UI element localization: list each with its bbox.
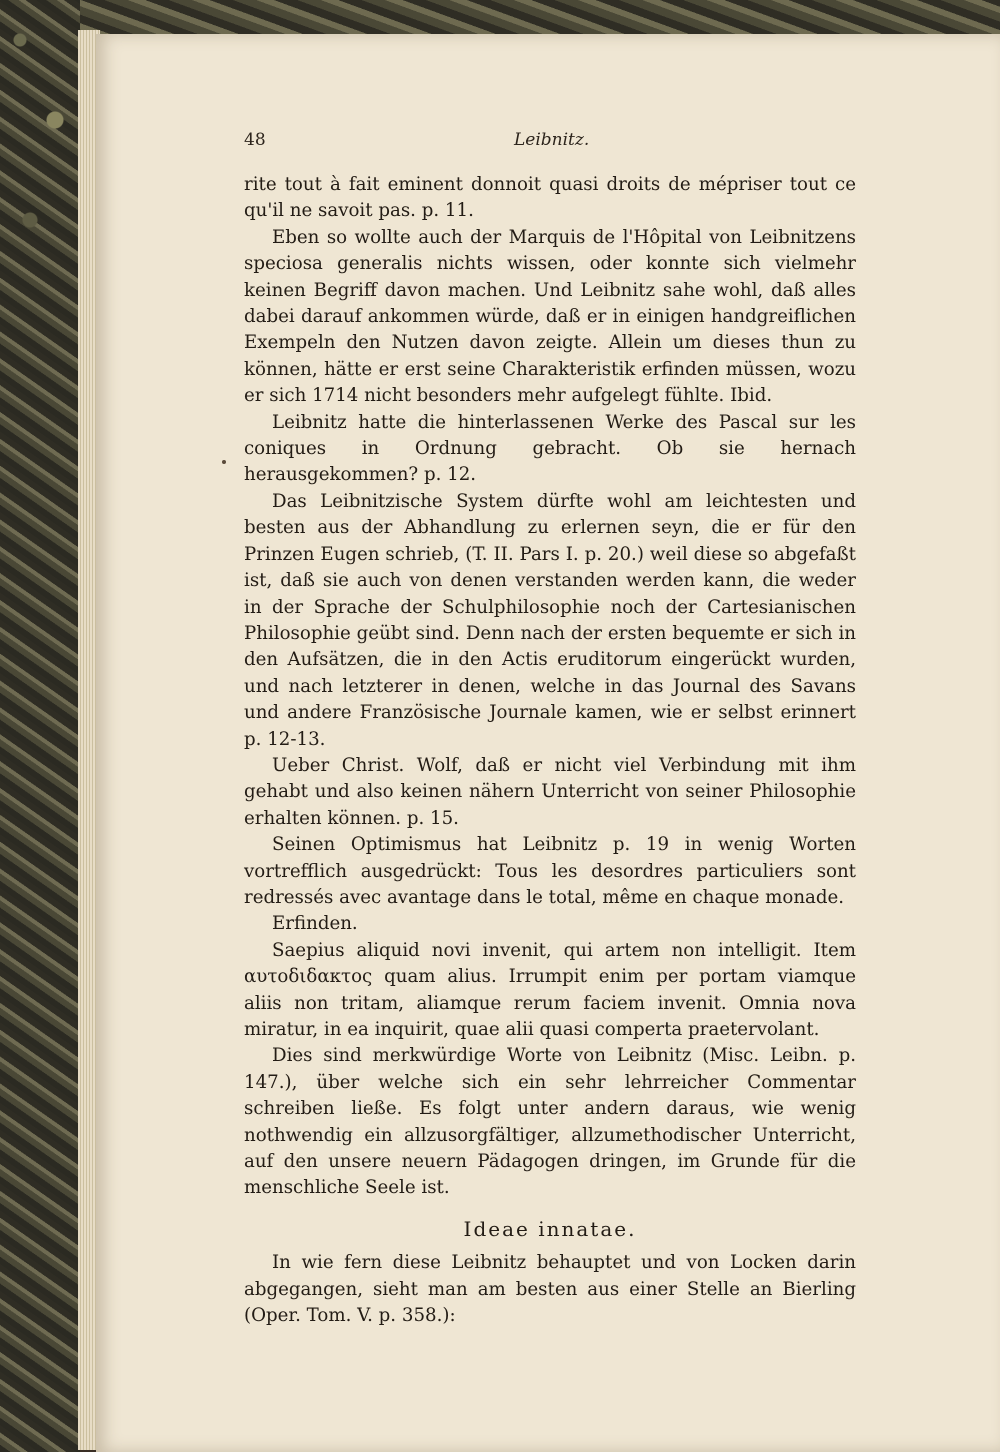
- paragraph: Saepius aliquid novi invenit, qui artem non intelligit. Item αυτοδιδακτος quam alius. Irrumpit enim per portam viamque aliis non tritam, aliamque rerum faciem invenit. Omnia nova miratur, in ea inquirit, quae alii quasi comperta praetervolant.: [244, 939, 856, 1040]
- paragraph: Dies sind merkwürdige Worte von Leibnitz (Misc. Leibn. p. 147.), über welche sich ein sehr lehrreicher Commentar schreiben ließe. Es folgt unter andern daraus, wie wenig nothwendig ein allzusorgfältiger, allzumethodischer Unterricht, auf den unsere neuern Pädagogen dringen, im Grunde für die menschliche Seele ist.: [244, 1045, 856, 1199]
- paragraph-subhead: Erfinden.: [272, 913, 358, 935]
- body-text: [244, 172, 856, 1329]
- margin-dot: [222, 460, 226, 464]
- paragraph: Ueber Christ. Wolf, daß er nicht viel Verbindung mit ihm gehabt und also keinen nähern Unterricht von seiner Philosophie erhalten können. p. 15.: [244, 754, 856, 829]
- marbled-cover: [0, 0, 80, 1452]
- page-header: [244, 130, 856, 158]
- paragraph: Das Leibnitzische System dürfte wohl am leichtesten und besten aus der Abhandlung zu erlernen seyn, die er für den Prinzen Eugen schrieb, (T. II. Pars I. p. 20.) weil diese so abgefaßt ist, daß sie auch von denen verstanden werden kann, die weder in der Sprache der Schulphilosophie noch der Cartesianischen Philosophie geübt sind. Denn nach der ersten bequemte er sich in den Aufsätzen, die in den Actis eruditorum eingerückt wurden, und nach letzterer in denen, welche in das Journal des Savans und andere Französische Journale kamen, wie er selbst erinnert p. 12-13.: [244, 490, 856, 750]
- paragraph: Eben so wollte auch der Marquis de l'Hôpital von Leibnitzens speciosa generalis nichts wissen, oder konnte sich vielmehr keinen Begriff davon machen. Und Leibnitz sahe wohl, daß alles dabei darauf ankommen würde, daß er in einigen handgreiflichen Exempeln den Nutzen davon zeigte. Allein um dieses thun zu können, hätte er erst seine Charakteristik erfinden müssen, wozu er sich 1714 nicht besonders mehr aufgelegt fühlte. Ibid.: [244, 226, 856, 407]
- paragraph: In wie fern diese Leibnitz behauptet und von Locken darin abgegangen, sieht man am besten aus einer Stelle an Bierling (Oper. Tom. V. p. 358.):: [244, 1252, 856, 1327]
- page-number: 48: [244, 130, 266, 150]
- paragraph: rite tout à fait eminent donnoit quasi droits de mépriser tout ce qu'il ne savoit pas. p. 11.: [244, 174, 856, 222]
- paragraph: Seinen Optimismus hat Leibnitz p. 19 in wenig Worten vortrefflich ausgedrückt: Tous les desordres particuliers sont redressés avec avantage dans le total, même en chaque monade.: [244, 834, 856, 908]
- marbled-top-strip: [80, 0, 1000, 38]
- paragraph: Leibnitz hatte die hinterlassenen Werke des Pascal sur les coniques in Ordnung gebracht. Ob sie hernach herausgekommen? p. 12.: [244, 411, 856, 486]
- running-head: Leibnitz.: [514, 130, 590, 150]
- section-heading: Ideae innatae.: [463, 1216, 637, 1241]
